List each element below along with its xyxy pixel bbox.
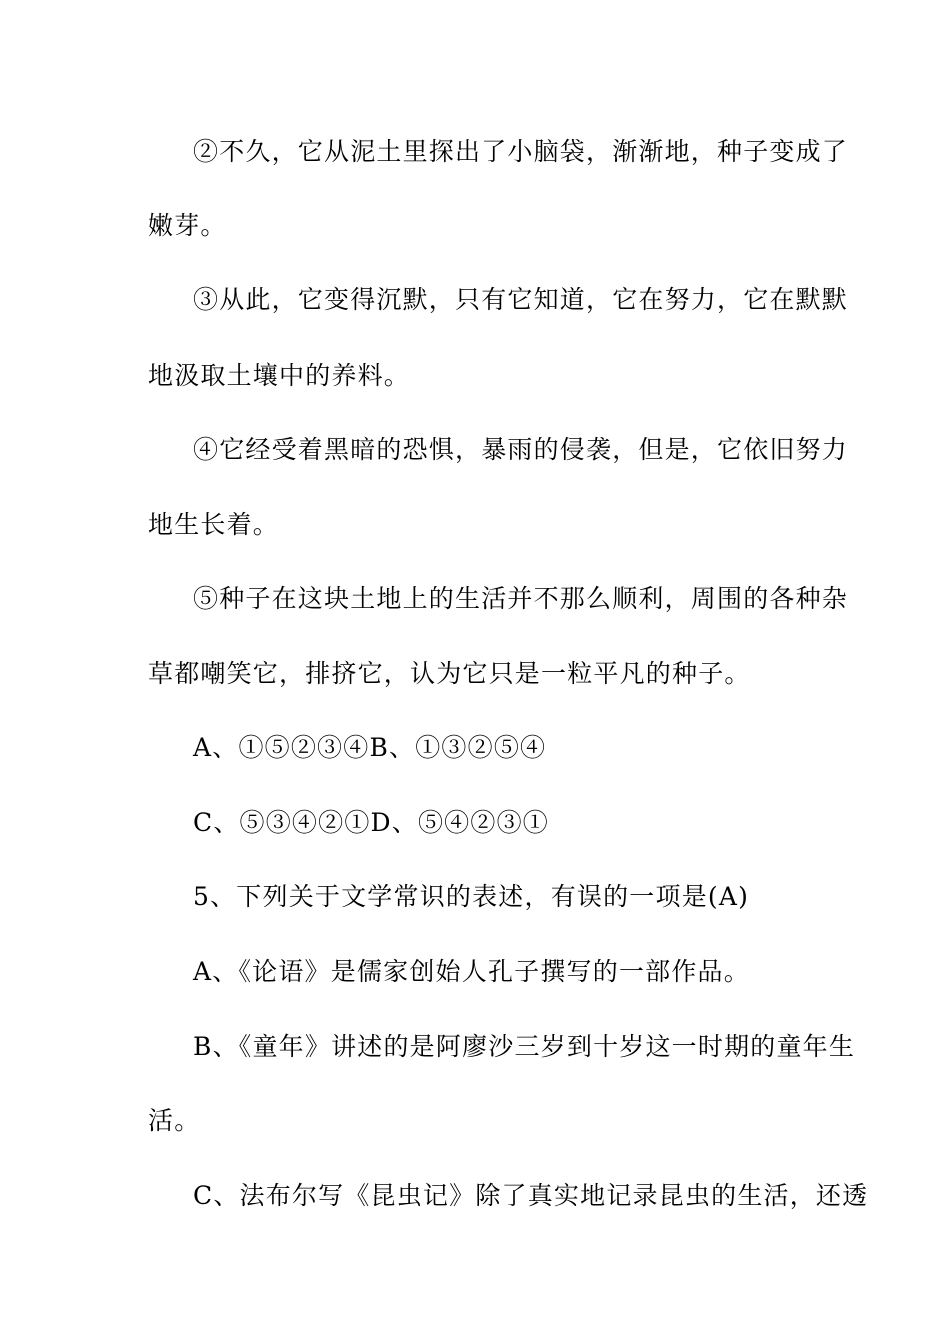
paragraph-2-line-2: 嫩芽。	[148, 211, 227, 240]
question-5-option-b-line-2: 活。	[148, 1106, 201, 1135]
paragraph-3-line-2: 地汲取土壤中的养料。	[148, 361, 411, 390]
question-5-option-a: A、《论语》是儒家创始人孔子撰写的一部作品。	[193, 957, 750, 986]
paragraph-4-line-1: ④它经受着黑暗的恐惧，暴雨的侵袭，但是，它依旧努力	[193, 435, 849, 464]
question-5-option-b-line-1: B、《童年》讲述的是阿廖沙三岁到十岁这一时期的童年生	[193, 1032, 856, 1061]
paragraph-3-line-1: ③从此，它变得沉默，只有它知道，它在努力，它在默默	[193, 285, 849, 314]
question-5-option-c-line-1: C、法布尔写《昆虫记》除了真实地记录昆虫的生活，还透	[193, 1181, 869, 1210]
question-5: 5、下列关于文学常识的表述，有误的一项是(A)	[193, 882, 750, 911]
paragraph-2-line-1: ②不久，它从泥土里探出了小脑袋，渐渐地，种子变成了	[193, 137, 849, 166]
paragraph-4-line-2: 地生长着。	[148, 510, 280, 539]
paragraph-5-line-1: ⑤种子在这块土地上的生活并不那么顺利，周围的各种杂	[193, 584, 849, 613]
paragraph-5-line-2: 草都嘲笑它，排挤它，认为它只是一粒平凡的种子。	[148, 659, 751, 688]
option-ab: A、①⑤②③④B、①③②⑤④	[193, 733, 547, 762]
option-cd: C、⑤③④②①D、⑤④②③①	[193, 808, 549, 837]
